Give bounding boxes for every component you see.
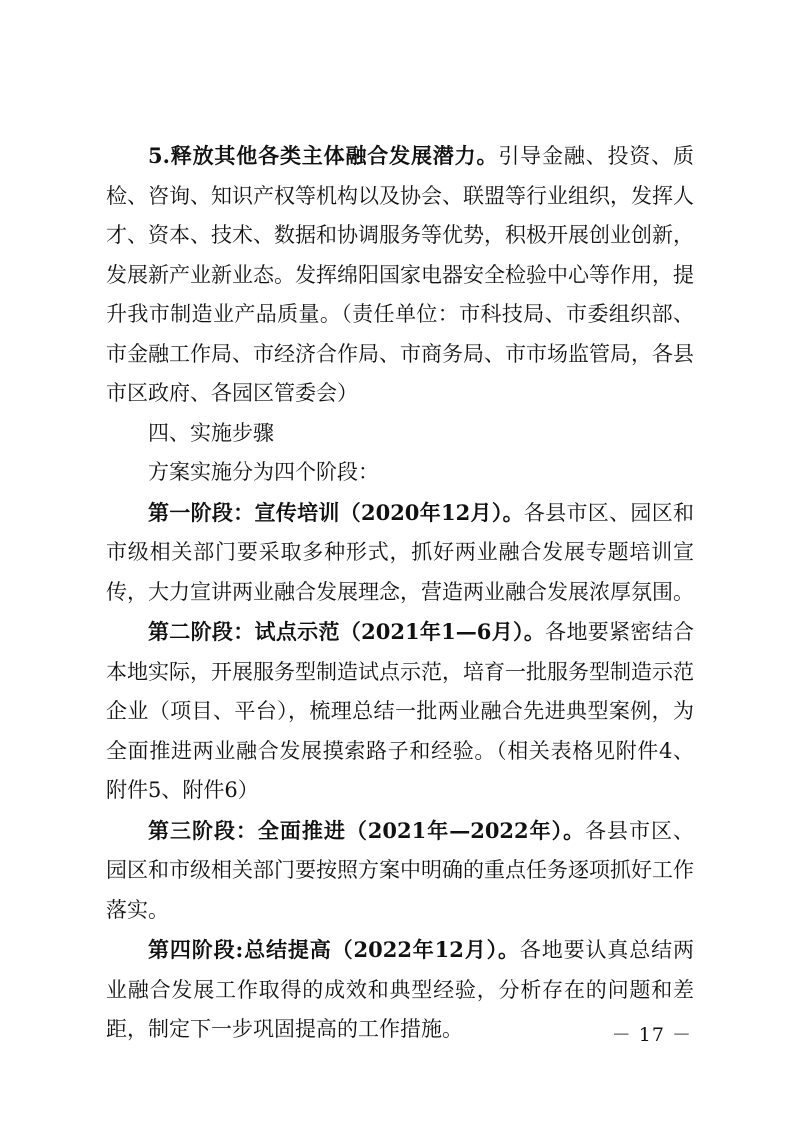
paragraph-lead: 5.释放其他各类主体融合发展潜力。: [148, 143, 499, 168]
paragraph-lead: 第二阶段：试点示范（2021年1—6月）。: [148, 619, 546, 644]
paragraph-stages-intro: [106, 453, 694, 493]
paragraph-lead: 第四阶段:总结提高（2022年12月）。: [148, 937, 520, 962]
paragraph-text: 各县市区、园区和市级相关部门要按照方案中明确的重点任务逐项抓好工作落实。: [106, 818, 694, 922]
paragraph-lead: 第一阶段：宣传培训（2020年12月）。: [148, 499, 524, 525]
section-heading-implementation-steps: [106, 414, 694, 454]
page-number: － 17 －: [611, 1024, 692, 1046]
paragraph-section-5: [106, 136, 694, 414]
paragraph-stage-1: [106, 493, 694, 613]
paragraph-text: 各地要紧密结合本地实际，开展服务型制造试点示范，培育一批服务型制造示范企业（项目、平台），梳理总结一批两业融合先进典型案例，为全面推进两业融合发展摸索路子和经验。（相关表格见附件4、附件5、附件6）: [106, 620, 695, 802]
heading-text: 四、实施步骤: [148, 420, 274, 445]
paragraph-stage-4: [106, 930, 694, 1050]
paragraph-lead: 第三阶段：全面推进（2021年—2022年）。: [148, 817, 586, 843]
document-body: [106, 136, 694, 1050]
paragraph-text: 方案实施分为四个阶段：: [148, 460, 379, 484]
paragraph-text: 各地要认真总结两业融合发展工作取得的成效和典型经验，分析存在的问题和差距，制定下一步巩固提高的工作措施。: [106, 938, 695, 1041]
paragraph-text: 各县市区、园区和市级相关部门要采取多种形式，抓好两业融合发展专题培训宣传，大力宣讲两业融合发展理念，营造两业融合发展浓厚氛围。: [106, 500, 694, 604]
paragraph-text: 引导金融、投资、质检、咨询、知识产权等机构以及协会、联盟等行业组织，发挥人才、资本、技术、数据和协调服务等优势，积极开展创业创新，发展新产业新业态。发挥绵阳国家电器安全检验中心等作用，提升我市制造业产品质量。（责任单位：市科技局、市委组织部、市金融工作局、市经济合作局、市商务局、市市场监管局，各县市区政府、各园区管委会）: [106, 144, 695, 405]
paragraph-stage-2: [106, 612, 694, 811]
paragraph-stage-3: [106, 811, 694, 931]
